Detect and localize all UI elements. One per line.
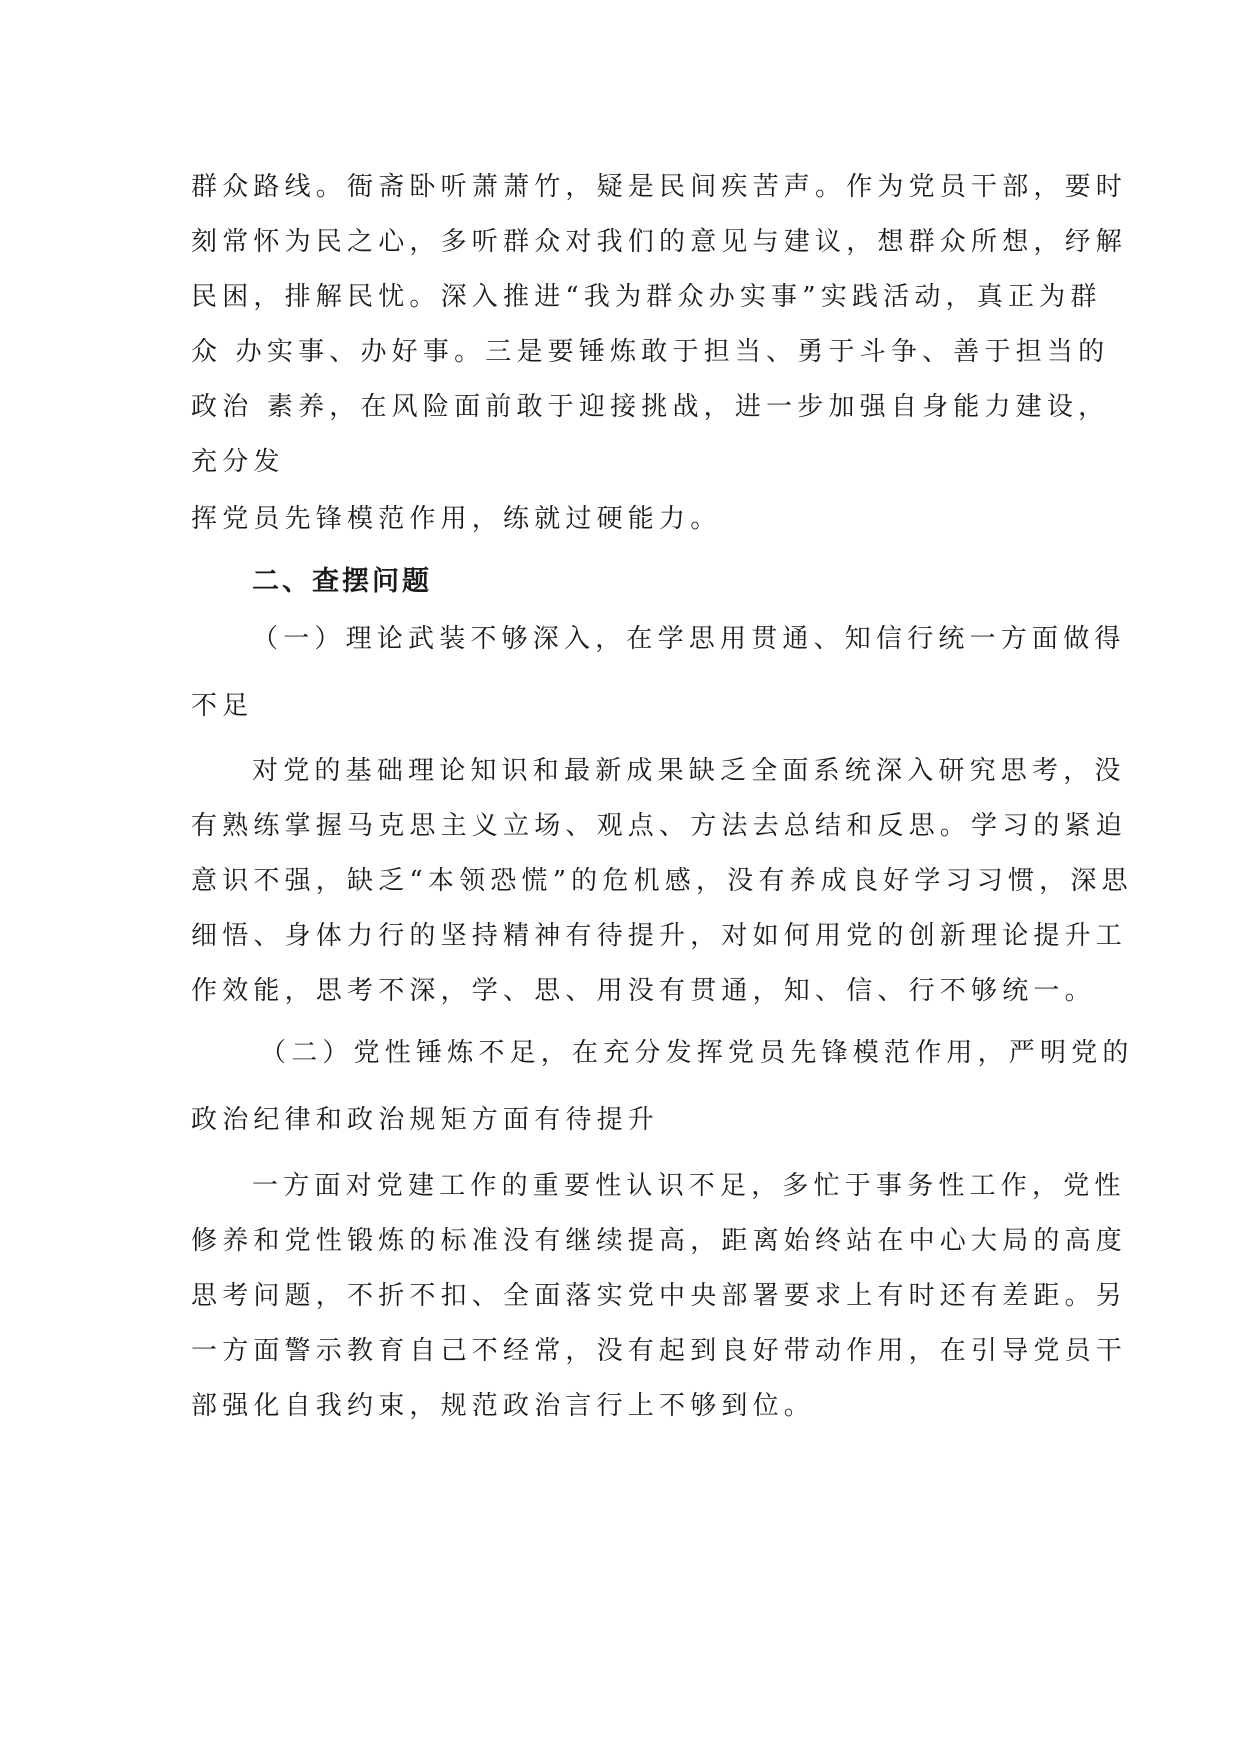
paragraph-line: 有熟练掌握马克思主义立场、观点、方法去总结和反思。学习的紧迫 [191, 811, 1128, 841]
subsection-title: （一）理论武装不够深入，在学思用贯通、知信行统一方面做得 [252, 624, 1126, 654]
paragraph-line: 一方面对党建工作的重要性认识不足，多忙于事务性工作，党性 [252, 1171, 1126, 1201]
subsection-title: 不足 [191, 691, 254, 721]
paragraph-line: 政治 素养，在风险面前敢于迎接挑战，进一步加强自身能力建设， [191, 392, 1110, 422]
paragraph-line: 意识不强，缺乏“本领恐慌”的危机感，没有养成良好学习习惯，深思 [191, 866, 1133, 896]
paragraph-line: 刻常怀为民之心，多听群众对我们的意见与建议，想群众所想，纾解 [191, 227, 1128, 257]
paragraph-line: 群众路线。衙斋卧听萧萧竹，疑是民间疾苦声。作为党员干部，要时 [191, 172, 1128, 202]
paragraph-line: 部强化自我约束，规范政治言行上不够到位。 [191, 1391, 816, 1421]
subsection-title: （二）党性锤炼不足，在充分发挥党员先锋模范作用，严明党的 [260, 1038, 1134, 1068]
paragraph-line: 众 办实事、办好事。三是要锤炼敢于担当、勇于斗争、善于担当的 [191, 337, 1110, 367]
section-heading: 二、查摆问题 [252, 566, 432, 597]
paragraph-line: 修养和党性锻炼的标准没有继续提高，距离始终站在中心大局的高度 [191, 1226, 1128, 1256]
paragraph-line: 细悟、身体力行的坚持精神有待提升，对如何用党的创新理论提升工 [191, 921, 1128, 951]
subsection-title: 政治纪律和政治规矩方面有待提升 [191, 1105, 660, 1135]
paragraph-line: 充分发 [191, 447, 285, 477]
paragraph-line: 民困，排解民忧。深入推进“我为群众办实事”实践活动，真正为群 [191, 282, 1102, 312]
paragraph-line: 一方面警示教育自己不经常，没有起到良好带动作用，在引导党员干 [191, 1336, 1128, 1366]
paragraph-line: 作效能，思考不深，学、思、用没有贯通，知、信、行不够统一。 [191, 976, 1096, 1006]
paragraph-line: 思考问题，不折不扣、全面落实党中央部署要求上有时还有差距。另 [191, 1281, 1128, 1311]
paragraph-line: 对党的基础理论知识和最新成果缺乏全面系统深入研究思考，没 [252, 756, 1126, 786]
paragraph-line: 挥党员先锋模范作用，练就过硬能力。 [191, 504, 722, 534]
